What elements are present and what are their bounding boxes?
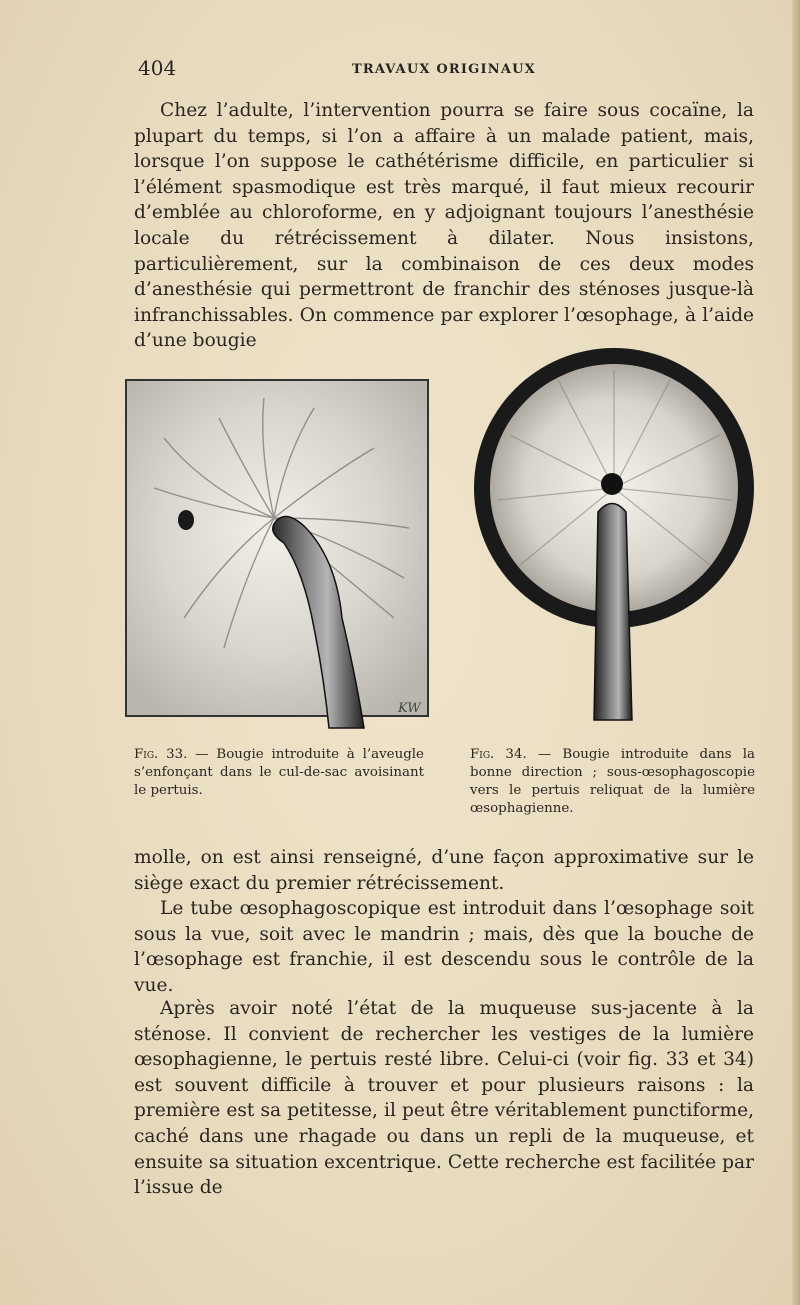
- figure-33-signature: KW: [398, 701, 421, 716]
- figure-34-caption-text: — Bougie introduite dans la bonne direction ; sous-œsophagoscopie vers le pertuis reliquat de la lumière œsophagienne.: [470, 747, 755, 816]
- paragraph-pertuis: Après avoir noté l’état de la muqueuse sus-jacente à la sténose. Il convient de rechercher les vestiges de la lumière œsophagienne, le pertuis resté libre. Celui-ci (voir fig. 33 et 34) est souvent difficile à trouver et pour plusieurs raisons : la première est sa petitesse, il peut être véritablement punctiforme, caché dans une rhagade ou dans un repli de la muqueuse, et ensuite sa situation excentrique. Cette recherche est facilitée par l’issue de: [134, 998, 754, 1199]
- page-number: 404: [138, 56, 177, 80]
- figure-34-caption: [470, 746, 755, 818]
- running-head: TRAVAUX ORIGINAUX: [352, 62, 536, 77]
- paragraph-continued: molle, on est ainsi renseigné, d’une façon approximative sur le siège exact du premier rétrécissement.: [134, 847, 754, 894]
- page-header: [134, 54, 754, 84]
- paragraph-anesthesia: Chez l’adulte, l’intervention pourra se faire sous cocaïne, la plupart du temps, si l’on a affaire à un malade patient, mais, lorsque l’on suppose le cathétérisme difficile, en particulier si l’élément spasmodique est très marqué, il faut mieux recourir d’emblée au chloroforme, en y adjoignant toujours l’anesthésie locale du rétrécissement à dilater. Nous insistons, particulièrement, sur la combinaison de ces deux modes d’anesthésie qui permettront de franchir des sténoses jusque-là infranchissables. On commence par explorer l’œsophage, à l’aide d’une bougie: [134, 100, 754, 352]
- figure-34-illustration: [470, 340, 760, 730]
- figure-34-label: Fig. 34.: [470, 747, 527, 762]
- figure-33-illustration: [124, 378, 430, 732]
- figure-33-caption: [134, 746, 424, 800]
- paragraph-tube: Le tube œsophagoscopique est introduit dans l’œsophage soit sous la vue, soit avec le mandrin ; mais, dès que la bouche de l’œsophage est franchie, il est descendu sous le contrôle de la vue.: [134, 898, 754, 996]
- figure-33-caption-text: — Bougie introduite à l’aveugle s’enfonçant dans le cul-de-sac avoisinant le pertuis.: [134, 747, 424, 798]
- page-edge: [792, 0, 800, 1305]
- figure-33-label: Fig. 33.: [134, 747, 188, 762]
